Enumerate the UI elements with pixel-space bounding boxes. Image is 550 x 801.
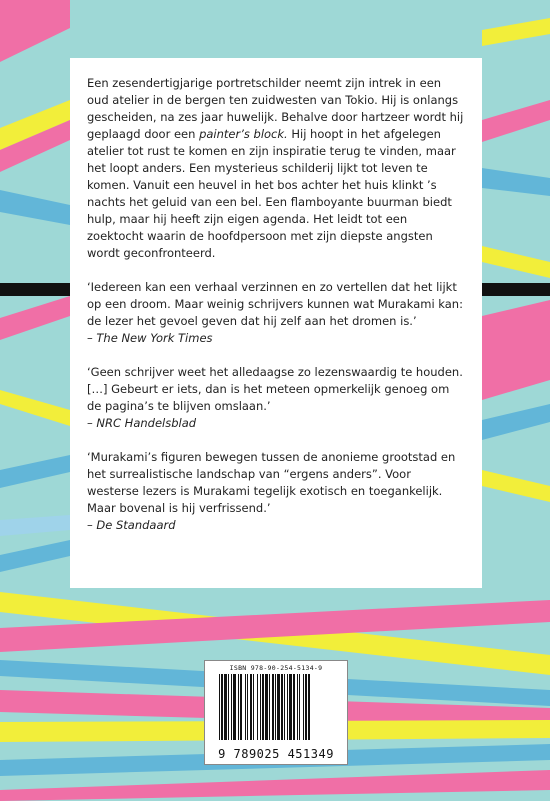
- review-quote: [87, 449, 466, 534]
- synopsis-text-rest: Hij hoopt in het afgelegen atelier tot rust te komen en zijn inspiratie terug te vinden, maar het loopt anders. Een mysterieus schilderij lijkt tot leven te komen. Vanuit een heuvel in het bos achter het huis klinkt ’s nachts het geluid van een bel. Een flamboyante buurman biedt hulp, maar hij heeft zijn eigen agenda. Het leidt tot een zoektocht waarin de hoofdpersoon met zijn diepste angsten wordt geconfronteerd.: [87, 127, 456, 260]
- isbn-barcode: [204, 660, 348, 765]
- barcode-bar: [303, 674, 304, 740]
- barcode-bar: [289, 674, 292, 740]
- barcode-bar: [272, 674, 274, 740]
- quote-dash: –: [87, 416, 97, 430]
- barcode-bar: [305, 674, 307, 740]
- barcode-bar: [219, 674, 220, 740]
- back-cover-text-panel: [70, 58, 482, 588]
- barcode-number: 9 789025 451349: [218, 747, 334, 761]
- barcode-bar: [299, 674, 300, 740]
- stripe-black: [482, 283, 550, 296]
- barcode-bar: [224, 674, 227, 740]
- barcode-bar: [281, 674, 283, 740]
- barcode-bar: [231, 674, 232, 740]
- barcode-bar: [260, 674, 261, 740]
- quote-dash: –: [87, 331, 97, 345]
- barcode-bar: [293, 674, 295, 740]
- barcode-bar: [308, 674, 310, 740]
- barcode-bar: [250, 674, 252, 740]
- stripe-black: [0, 283, 70, 296]
- quote-source: The New York Times: [96, 331, 213, 345]
- review-quote: [87, 364, 466, 432]
- synopsis-paragraph: [87, 75, 466, 262]
- isbn-label: ISBN 978-90-254-5134-9: [229, 664, 323, 672]
- barcode-bar: [297, 674, 298, 740]
- barcode-bar: [265, 674, 268, 740]
- barcode-bar: [262, 674, 264, 740]
- synopsis-text: Een zesendertigjarige portretschilder neemt zijn intrek in een oud atelier in de bergen ten zuidwesten van Tokio. Hij is onlangs gescheiden, na zes jaar huwelijk. Behalve door hartzeer wordt hij geplaagd door een: [87, 76, 464, 141]
- barcode-bar: [287, 674, 288, 740]
- barcode-bar: [247, 674, 248, 740]
- barcode-bar: [245, 674, 246, 740]
- barcode-bar: [238, 674, 239, 740]
- quote-text: ‘Murakami’s figuren bewegen tussen de anonieme grootstad en het surrealistische landschap van “ergens anders”. Voor westerse lezers is Murakami tegelijk exotisch en toegankelijk. Maar bovenal is hij verfrissend.’: [87, 450, 456, 515]
- barcode-bar: [275, 674, 276, 740]
- quote-text: ‘Geen schrijver weet het alledaagse zo lezenswaardig te houden. […] Gebeurt er iets, dan is het meteen opmerkelijk genoeg om de pagina’s te blijven omslaan.’: [87, 365, 463, 413]
- review-quote: [87, 279, 466, 347]
- barcode-bar: [228, 674, 229, 740]
- barcode-bar: [277, 674, 280, 740]
- barcode-bar: [284, 674, 285, 740]
- barcode-bar: [257, 674, 258, 740]
- barcode-bar: [233, 674, 236, 740]
- quote-source: De Standaard: [96, 518, 176, 532]
- barcode-bar: [253, 674, 254, 740]
- quote-text: ‘Iedereen kan een verhaal verzinnen en zo vertellen dat het lijkt op een droom. Maar weinig schrijvers kunnen wat Murakami kan: de lezer het gevoel geven dat hij zelf aan het dromen is.’: [87, 280, 463, 328]
- quote-dash: –: [87, 518, 97, 532]
- barcode-bar: [240, 674, 242, 740]
- quote-source: NRC Handelsblad: [96, 416, 197, 430]
- synopsis-italic-term: painter’s block.: [199, 127, 288, 141]
- barcode-bar: [221, 674, 223, 740]
- barcode-bars: [219, 674, 335, 740]
- barcode-bar: [269, 674, 270, 740]
